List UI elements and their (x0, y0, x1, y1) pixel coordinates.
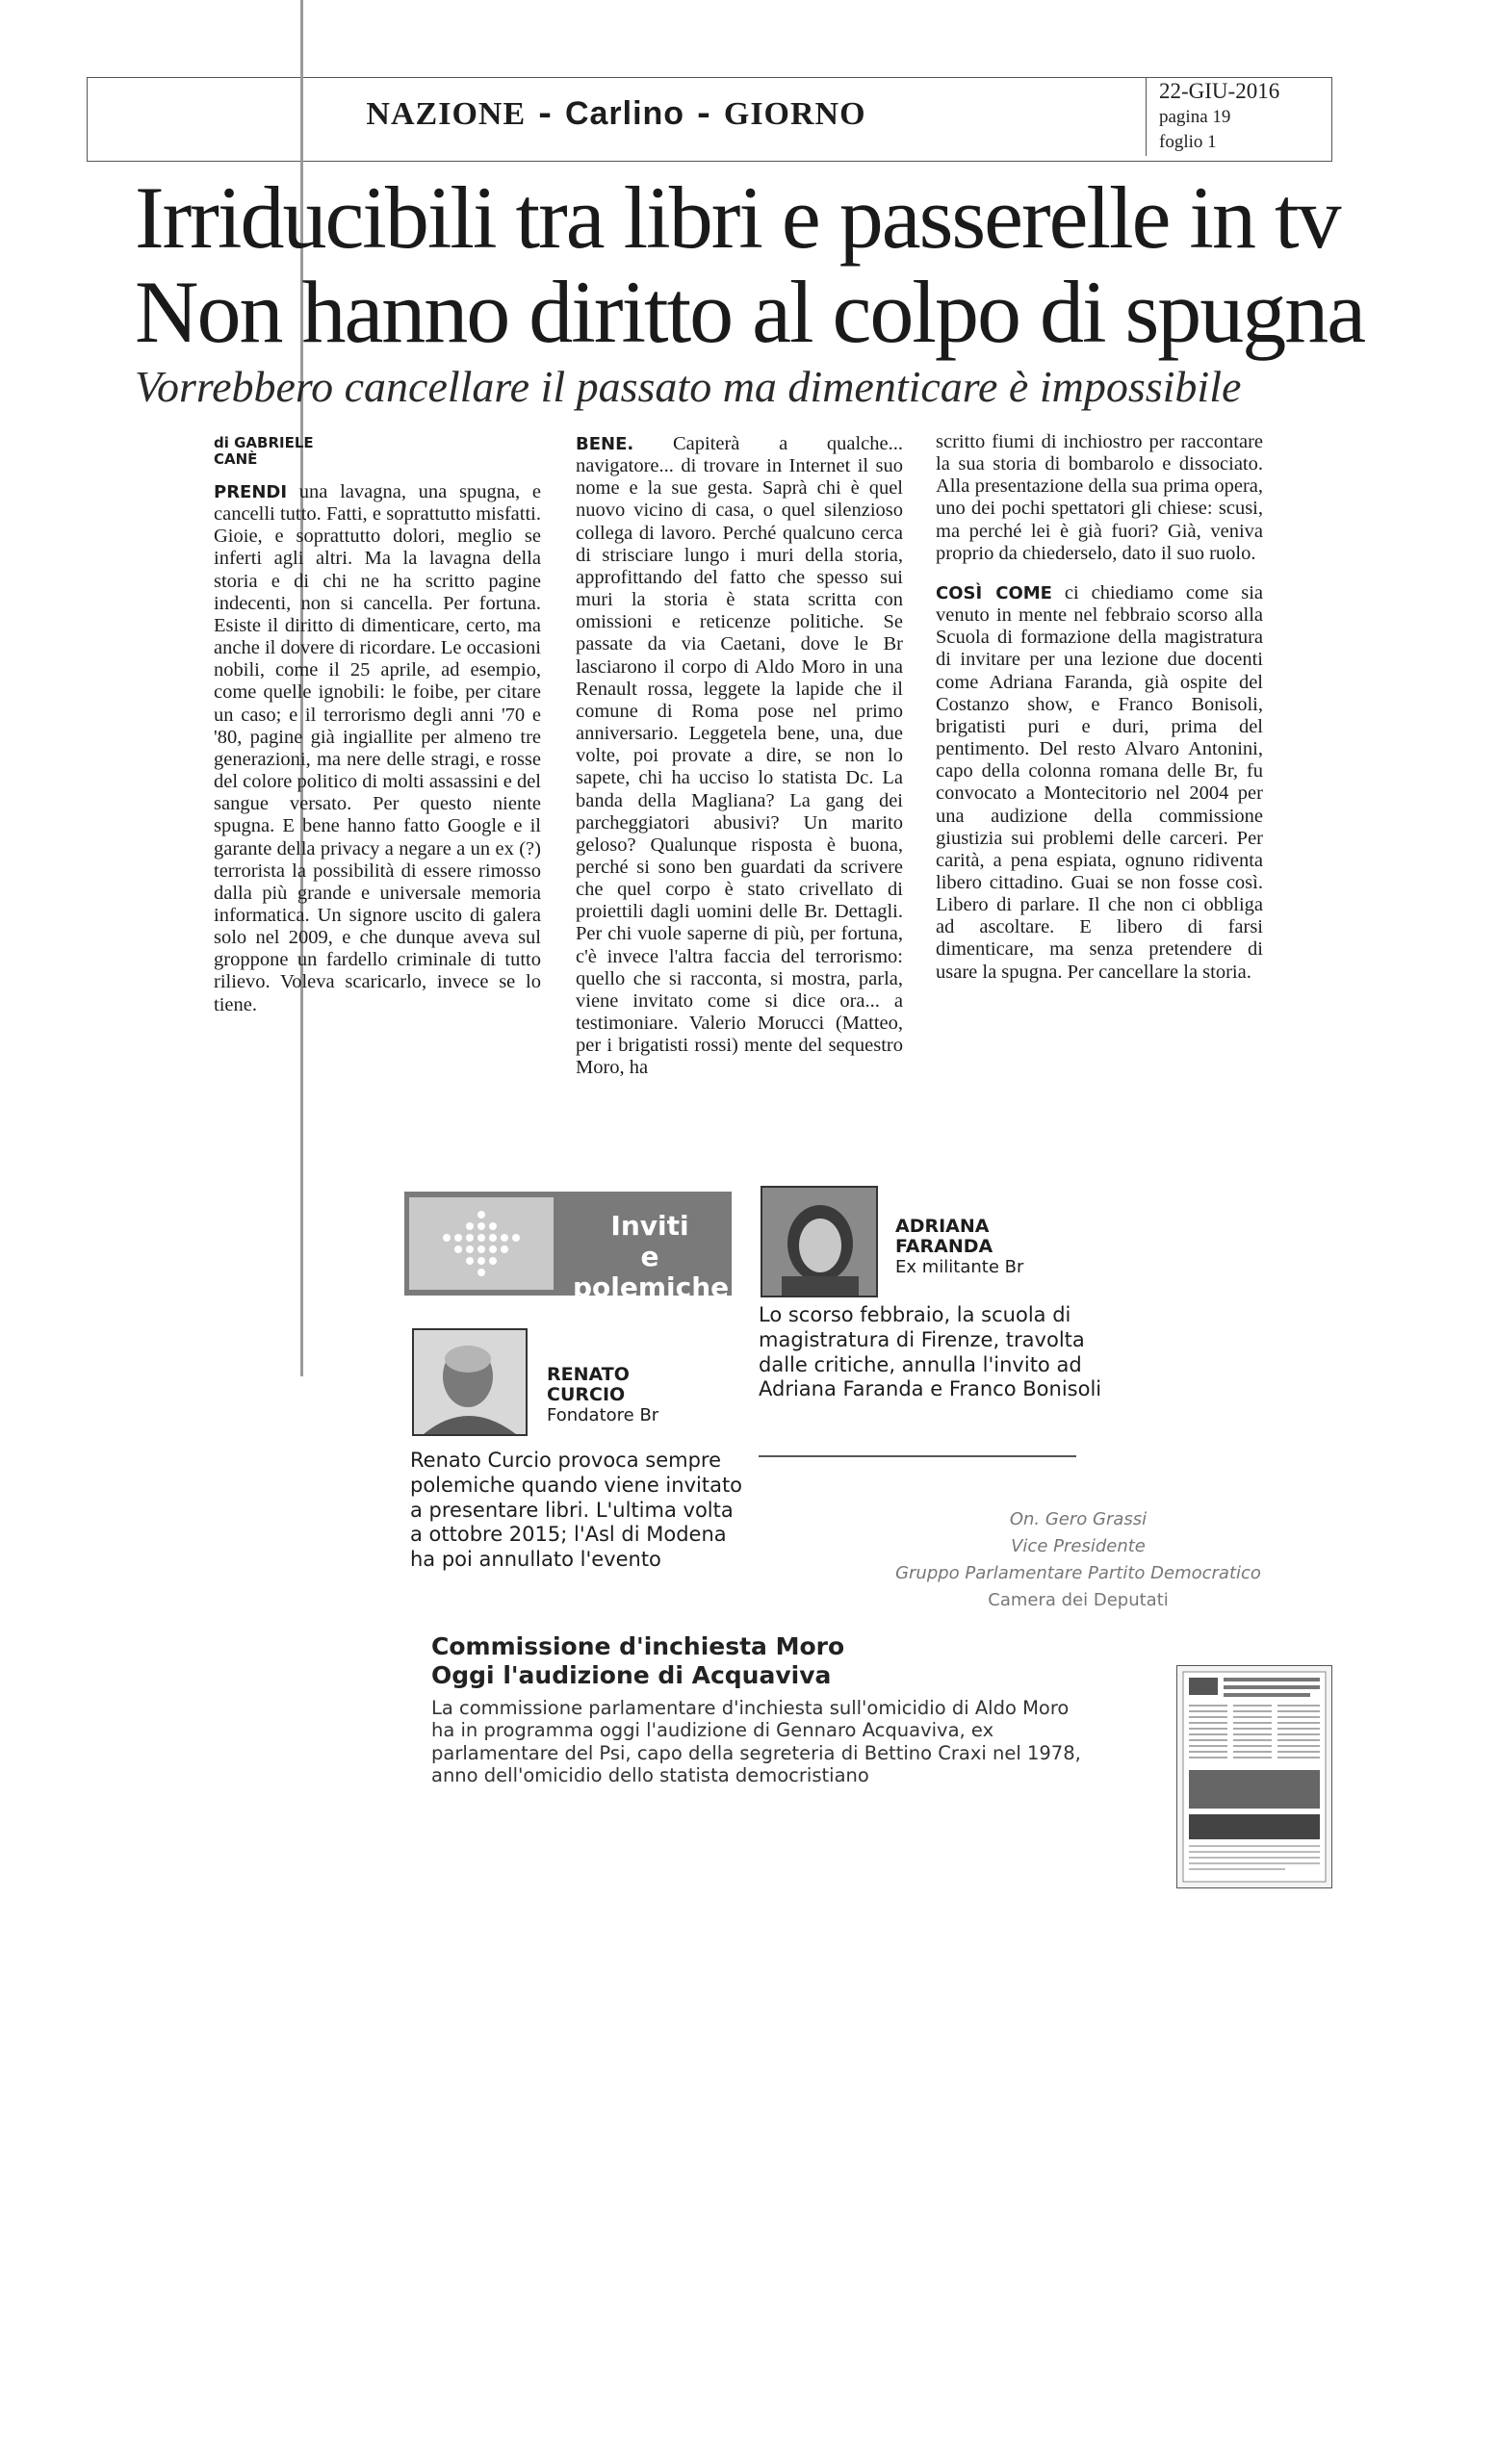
column-2-lead-word: BENE. (576, 434, 634, 454)
faranda-first-name: ADRIANA (895, 1216, 990, 1237)
dot-grid-icon (409, 1197, 554, 1290)
curcio-last-name: CURCIO (547, 1383, 626, 1405)
article-column-1 (214, 481, 541, 1016)
masthead-nazione: NAZIONE (366, 96, 527, 132)
page-number: pagina 19 (1159, 107, 1231, 127)
commission-title-line-2: Oggi l'audizione di Acquaviva (431, 1660, 832, 1689)
headline-line-1: Irriducibili tra libri e passerelle in tv (135, 168, 1340, 267)
commission-news-box (431, 1632, 1163, 1787)
article-column-3 (936, 431, 1263, 984)
masthead-giorno: GIORNO (723, 96, 866, 132)
newspaper-page-icon (1177, 1666, 1331, 1887)
column-3-text-part-2: ci chiediamo come sia venuto in mente nel febbraio scorso alla Scuola di formazione della magistratura di invitare per una lezione due docenti come Adriana Faranda, già ospite del Costanzo show, e Franco Bonisoli, brigatisti puri e duri, prima del pentimento. Del resto Alvaro Antonini, capo della colonna romana delle Br, fu convocato a Montecitorio nel 2004 per una audizione della commissione giustizia sui problemi delle carceri. Per carità, a pena espiata, ognuno ridiventa libero cittadino. Guai se non fosse così. Libero di parlare. Il che non ci obbliga ad ascoltare. E libero di farsi dimenticare, ma senza pretendere di usare la spugna. Per cancellare la storia. (936, 581, 1263, 983)
portrait-icon (414, 1330, 526, 1434)
byline (214, 435, 314, 469)
banner-title (573, 1210, 730, 1304)
commission-title-line-1: Commissione d'inchiesta Moro (431, 1632, 845, 1660)
masthead-separator: - (696, 94, 712, 133)
byline-line-2: CANÈ (214, 450, 258, 469)
column-1-text: una lavagna, una spugna, e cancelli tutto. Fatti, e soprattutto misfatti. Gioie, e soprattutto dolori, meglio se inferti agli altri. Ma la lavagna della storia e di chi ne ha scritto pagine indecenti, non si cancella. Per fortuna. Esiste il diritto di dimenticare, certo, ma anche il dovere di ricordare. Le occasioni nobili, come il 25 aprile, ad esempio, come quelle ignobili: le foibe, per citare un caso; e il terrorismo degli anni '70 e '80, pagine già ingiallite per almeno tre generazioni, ma nere delle stragi, e rosse del colore politico di molti assassini e del sangue versato. Per questo niente spugna. E bene hanno fatto Google e il garante della privacy a negare a un ex (?) terrorista la possibilità di essere rimosso dalla più grande e universale memoria informatica. Un signore uscito di galera solo nel 2009, e che dunque aveva sul groppone un fardello criminale di tutto rilievo. Voleva scaricarlo, invece se lo tiene. (214, 481, 541, 1015)
sheet-number: foglio 1 (1159, 132, 1217, 152)
faranda-caption: Lo scorso febbraio, la scuola di magistratura di Firenze, travolta dalle critiche, annulla l'invito ad Adriana Faranda e Franco Bonisoli (759, 1303, 1102, 1401)
curcio-photo (412, 1328, 528, 1436)
curcio-name-block (547, 1365, 658, 1425)
faranda-photo (761, 1186, 878, 1297)
curcio-caption: Renato Curcio provoca sempre polemiche quando viene invitato a presentare libri. L'ultima volta a ottobre 2015; l'Asl di Modena ha poi annullato l'evento (410, 1449, 743, 1572)
curcio-first-name: RENATO (547, 1364, 630, 1385)
banner-title-line-1: Inviti (610, 1210, 689, 1242)
masthead (87, 94, 1146, 133)
byline-line-1: di GABRIELE (214, 434, 314, 451)
column-2-text: Capiterà a qualche... navigatore... di trovare in Internet il suo nome e la sue gesta. Saprà chi è quel nuovo vicino di casa, o quel silenzioso collega di lavoro. Perché qualcuno cerca di strisciare lungo i muri della storia, approfittando del fatto che spesso sui muri la storia è stata scritta con omissioni e reticenze politiche. Se passate da via Caetani, dove le Br lasciarono il corpo di Aldo Moro in una Renault rossa, leggete la lapide che il comune di Roma pose nel primo anniversario. Leggetela bene, una, due volte, poi provate a dire, se non lo sapete, chi ha ucciso lo statista Dc. La banda della Magliana? La gang dei parcheggiatori abusivi? Un marito geloso? Qualunque risposta è buona, perché si sono ben guardati da scrivere che quel corpo è stato crivellato di proiettili dagli uomini delle Br. Dettagli. Per chi vuole saperne di più, per fortuna, c'è invece l'altra faccia del terrorismo: quello che si racconta, si mostra, parla, viene invitato come si dice ora... a testimoniare. Valerio Morucci (Matteo, per i brigatisti rossi) mente del sequestro Moro, ha (576, 433, 904, 1079)
commission-body: La commissione parlamentare d'inchiesta sull'omicidio di Aldo Moro ha in programma oggi l'audizione di Gennaro Acquaviva, ex parlamentare del Psi, capo della segreteria di Bettino Craxi nel 1978, anno dell'omicidio dello statista democristiano (431, 1697, 1081, 1787)
stamp-chamber: Camera dei Deputati (988, 1589, 1169, 1610)
column-1-lead-word: PRENDI (214, 482, 288, 502)
column-3-lead-word: COSÌ COME (936, 582, 1052, 603)
faranda-role: Ex militante Br (895, 1256, 1024, 1277)
deputy-stamp (866, 1506, 1290, 1614)
stamp-group: Gruppo Parlamentare Partito Democratico (895, 1562, 1261, 1583)
page-thumbnail (1176, 1665, 1332, 1888)
article-column-2 (576, 433, 903, 1080)
banner-title-line-2: e polemiche (573, 1241, 730, 1304)
headline-line-2: Non hanno diritto al colpo di spugna (135, 263, 1365, 361)
faranda-last-name: FARANDA (895, 1235, 993, 1257)
caption-divider (759, 1455, 1076, 1457)
masthead-carlino: Carlino (564, 95, 685, 132)
curcio-role: Fondatore Br (547, 1404, 659, 1425)
portrait-icon (762, 1188, 876, 1296)
faranda-name-block (895, 1217, 1023, 1277)
masthead-separator: - (537, 94, 554, 133)
column-3-text-part-1: scritto fiumi di inchiostro per raccontare la sua storia di bombarolo e dissociato. Alla presentazione della sua prima opera, uno dei pochi spettatori gli chiese: scusi, ma perché lei è già fuori? Già, veniva proprio da chiederselo, dato il suo ruolo. (936, 431, 1263, 564)
stamp-title: Vice Presidente (1011, 1535, 1146, 1556)
headline-subtitle: Vorrebbero cancellare il passato ma dimenticare è impossibile (135, 362, 1242, 411)
banner-dot-graphic (409, 1197, 554, 1290)
publication-date: 22-GIU-2016 (1159, 79, 1280, 103)
stamp-name: On. Gero Grassi (1009, 1509, 1148, 1529)
